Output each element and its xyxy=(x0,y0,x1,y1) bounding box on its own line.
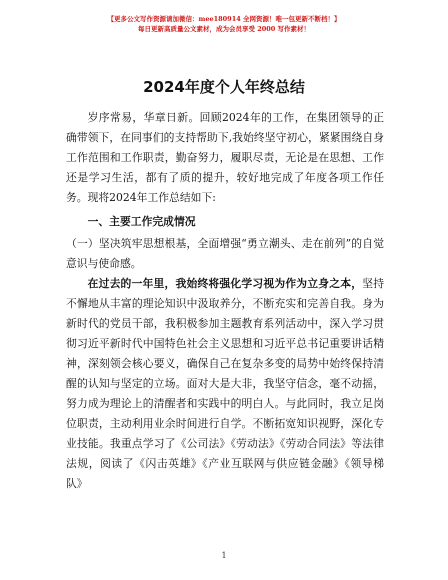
page-title: 2024年度个人年终总结 xyxy=(143,78,305,96)
section-heading-1: 一、主要工作完成情况 xyxy=(87,215,196,228)
subsection-heading-1: （一）坚决筑牢思想根基，全面增强“勇立潮头、走在前列”的自觉意识与使命感。 xyxy=(66,237,384,270)
banner-line-2: 每日更新高质量公文素材，成为会员享受 2000 写作素材！ xyxy=(137,25,311,33)
promo-banner xyxy=(0,14,448,34)
body-text: 坚持不懈地从丰富的理论知识中汲取养分，不断充实和完善自我。身为新时代的党员干部，我积极参加主题教育系列活动中，深入学习贯彻习近平新时代中国特色社会主义思想和习近平总书记重要讲话精神，深刻领会核心要义，确保自己在复杂多变的局势中始终保持清醒的认知与坚定的立场。面对大是大非，我坚守信念，毫不动摇，努力成为理论上的清醒者和实践中的明白人。与此同时，我立足岗位职责，主动利用业余时间进行自学。不断拓宽知识视野，深化专业技能。我重点学习了《公司法》《劳动法》《劳动合同法》等法律法规，阅读了《闪击英雄》《产业互联网与供应链金融》《领导梯队》 xyxy=(66,277,385,490)
intro-paragraph: 岁序常易，华章日新。回顾2024年的工作，在集团领导的正确带领下，在同事们的支持帮助下,我始终坚守初心，紧紧围绕自身工作范围和工作职责，勤奋努力，履职尽责，无论是在思想、工作还是学习生活，都有了质的提升，较好地完成了年度各项工作任务。现将2024年工作总结如下: xyxy=(66,111,384,204)
body-paragraph xyxy=(66,274,384,494)
page-number: 1 xyxy=(221,551,227,560)
body-bold-lead: 在过去的一年里，我始终将强化学习视为作为立身之本， xyxy=(87,277,363,290)
banner-line-1: 【更多公文写作资源请加微信：mee180914 全网资源！唯一包更新不断档！】 xyxy=(107,15,341,23)
document-body xyxy=(66,108,384,494)
